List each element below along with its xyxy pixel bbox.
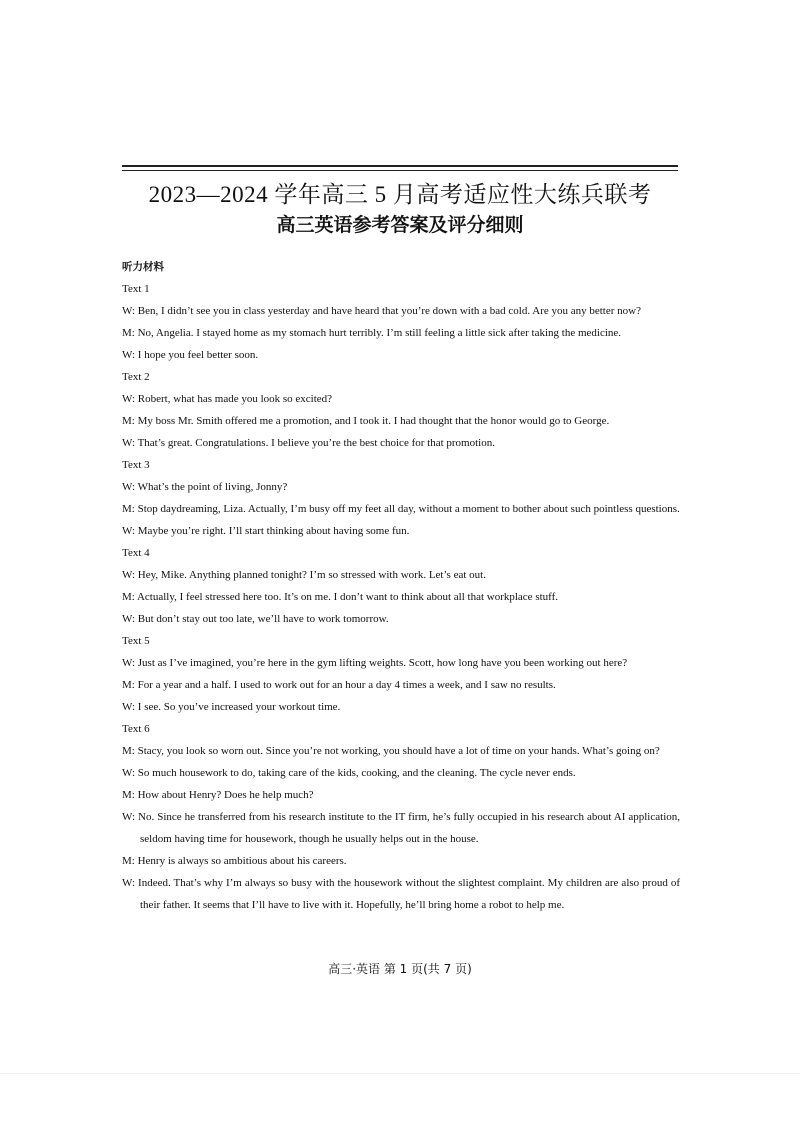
text-label: Text 3 xyxy=(122,459,150,471)
section-heading: 听力材料 xyxy=(122,261,164,273)
dialogue-line: M: Actually, I feel stressed here too. It’s on me. I don’t want to think about all that workplace stuff. xyxy=(122,591,559,603)
dialogue-line: W: Just as I’ve imagined, you’re here in the gym lifting weights. Scott, how long have you been working out here? xyxy=(122,657,628,669)
text-label: Text 5 xyxy=(122,635,150,647)
dialogue-line: W: Indeed. That’s why I’m always so busy with the housework without the slightest complaint. My children are also proud of their father. It seems that I’ll have to live with it. Hopefully, he’ll bring home a robot to help me. xyxy=(122,877,680,911)
dialogue-line: M: Henry is always so ambitious about his careers. xyxy=(122,855,347,867)
dialogue-line: W: I see. So you’ve increased your workout time. xyxy=(122,701,341,713)
dialogue-line: M: For a year and a half. I used to work out for an hour a day 4 times a week, and I saw no results. xyxy=(122,679,556,691)
dialogue-line: M: Stacy, you look so worn out. Since you’re not working, you should have a lot of time on your hands. What’s going on? xyxy=(122,745,660,757)
text-label: Text 4 xyxy=(122,547,150,559)
dialogue-line: W: Ben, I didn’t see you in class yesterday and have heard that you’re down with a bad cold. Are you any better now? xyxy=(122,305,641,317)
dialogue-line: W: But don’t stay out too late, we’ll have to work tomorrow. xyxy=(122,613,389,625)
dialogue-line: W: I hope you feel better soon. xyxy=(122,349,259,361)
dialogue-line: W: Hey, Mike. Anything planned tonight? I’m so stressed with work. Let’s eat out. xyxy=(122,569,486,581)
text-label: Text 2 xyxy=(122,371,150,383)
dialogue-line: W: Maybe you’re right. I’ll start thinking about having some fun. xyxy=(122,525,410,537)
document-title: 2023—2024 学年高三 5 月高考适应性大练兵联考 xyxy=(148,182,652,207)
dialogue-line: M: No, Angelia. I stayed home as my stomach hurt terribly. I’m still feeling a little sick after taking the medicine. xyxy=(122,327,622,339)
listening-material xyxy=(122,256,680,916)
page-footer: 高三·英语 第 1 页(共 7 页) xyxy=(328,962,472,976)
dialogue-line: W: That’s great. Congratulations. I believe you’re the best choice for that promotion. xyxy=(122,437,495,449)
dialogue-line: M: How about Henry? Does he help much? xyxy=(122,789,314,801)
dialogue-line: W: So much housework to do, taking care of the kids, cooking, and the cleaning. The cycle never ends. xyxy=(122,767,576,779)
dialogue-line: M: My boss Mr. Smith offered me a promotion, and I took it. I had thought that the honor would go to George. xyxy=(122,415,610,427)
dialogue-line: W: What’s the point of living, Jonny? xyxy=(122,481,288,493)
document-subtitle: 高三英语参考答案及评分细则 xyxy=(276,214,524,236)
dialogue-line: W: No. Since he transferred from his research institute to the IT firm, he’s fully occupied in his research about AI application, seldom having time for housework, though he usually helps out in the house. xyxy=(122,811,680,845)
text-label: Text 6 xyxy=(122,723,150,735)
text-label: Text 1 xyxy=(122,283,150,295)
top-double-rule xyxy=(122,165,678,167)
top-double-rule-thin xyxy=(122,170,678,171)
dialogue-line: M: Stop daydreaming, Liza. Actually, I’m busy off my feet all day, without a moment to bother about such pointless questions. xyxy=(122,503,680,515)
bottom-divider xyxy=(0,1073,800,1074)
dialogue-line: W: Robert, what has made you look so excited? xyxy=(122,393,333,405)
